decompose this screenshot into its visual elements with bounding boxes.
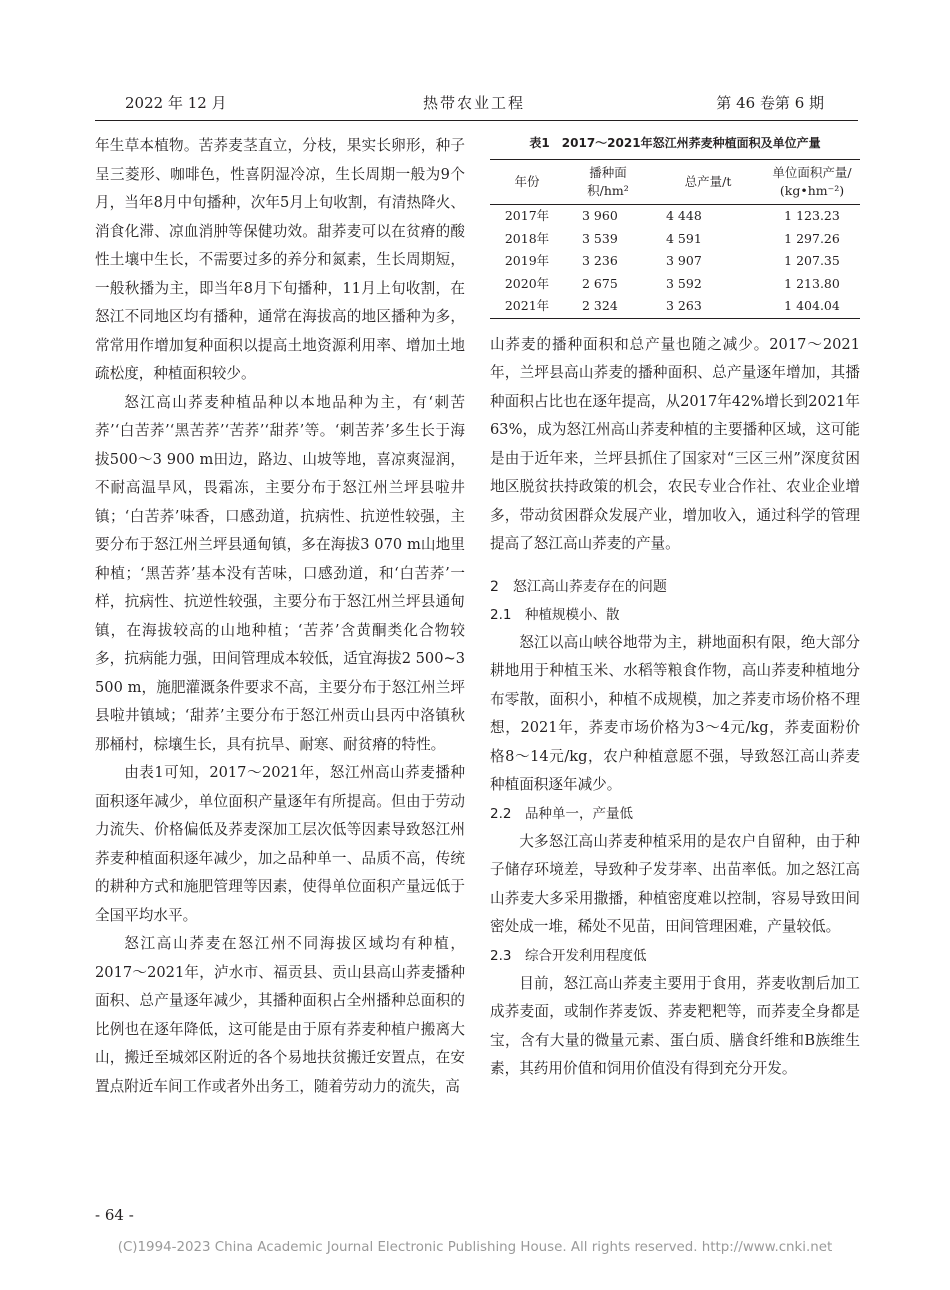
cell-total: 4 448	[666, 208, 702, 223]
col-header-total: 总产量/t	[684, 174, 732, 189]
cell-unit-yield: 1 207.35	[784, 253, 840, 268]
paragraph-varieties: 怒江高山荞麦种植品种以本地品种为主，有‘刺苦荞’‘白苦荞’‘黑苦荞’‘苦荞’‘甜荞’等。‘刺苦荞’多生长于海拔500～3 900 m田边，路边、山坡等地，喜凉爽湿润，不耐高温旱风，畏霜冻，主要分布于怒江州兰坪县啦井镇；‘白苦荞’味香，口感劲道，抗病性、抗逆性较强，主要分布于怒江州兰坪县通甸镇，多在海拔3 070 m山地里种植；‘黑苦荞’基本没有苦味，口感劲道，和‘白苦荞’一样，抗病性、抗逆性较强，主要分布于怒江州兰坪县通甸镇，在海拔较高的山地种植；‘苦荞’含黄酮类化合物较多，抗病能力强，田间管理成本较低，适宜海拔2 500~3 500 m，施肥灌溉条件要求不高，主要分布于怒江州兰坪县啦井镇域；‘甜荞’主要分布于怒江州贡山县丙中洛镇秋那桶村，棕壤生长，具有抗旱、耐寒、耐贫瘠的特性。	[95, 393, 465, 753]
cell-total: 4 591	[666, 230, 702, 246]
col-header-unit-line1: 单位面积产量/	[772, 165, 852, 180]
cell-year: 2021年	[504, 298, 550, 313]
copyright-notice: (C)1994-2023 China Academic Journal Electronic Publishing House. All rights reserved. http://www.cnki.net	[117, 1240, 833, 1255]
cell-area: 3 960	[582, 208, 618, 223]
table-caption: 表1 2017～2021年怒江州荞麦种植面积及单位产量	[529, 136, 821, 150]
running-header	[95, 88, 858, 121]
cell-area: 3 539	[582, 230, 618, 246]
paragraph-continued: 年生草本植物。苦荞麦茎直立，分枝，果实长卵形，种子呈三菱形、咖啡色，性喜阴湿冷凉，生长周期一般为9个月，当年8月中旬播种，次年5月上旬收割，有清热降火、消食化滞、凉血消肿等保健功效。甜荞麦可以在贫瘠的酸性土壤中生长，不需要过多的养分和氮素，生长周期短，一般秋播为主，即当年8月下旬播种，11月上旬收割，在怒江不同地区均有播种，通常在海拔高的地区播种为多，常常用作增加复种面积以提高土地资源利用率、增加土地疏松度，种植面积较少。	[95, 137, 465, 382]
cell-year: 2018年	[504, 230, 550, 246]
table-header-row	[490, 160, 860, 205]
table-row	[490, 205, 860, 228]
right-column	[490, 132, 860, 1084]
col-header-area-line1: 播种面	[589, 165, 627, 180]
subsection-2-3-heading: 2.3 综合开发利用程度低	[490, 947, 647, 964]
left-column	[95, 132, 465, 1101]
paragraph-lanping: 山荞麦的播种面积和总产量也随之减少。2017～2021年，兰坪县高山荞麦的播种面积、总产量逐年增加，其播种面积占比也在逐年提高，从2017年42%增长到2021年63%，成为怒江州高山荞麦种植的主要播种区域，这可能是由于近年来，兰坪县抓住了国家对“三区三州”深度贫困地区脱贫扶持政策的机会，农民专业合作社、农业企业增多，带动贫困群众发展产业，增加收入，通过科学的管理提高了怒江高山荞麦的产量。	[490, 335, 860, 552]
paragraph-2-3: 目前，怒江高山荞麦主要用于食用，荞麦收割后加工成荞麦面，或制作荞麦饭、荞麦粑粑等，而荞麦全身都是宝，含有大量的微量元素、蛋白质、膳食纤维和B族维生素，其药用价值和饲用价值没有得到充分开发。	[490, 974, 860, 1077]
paragraph-table-summary: 由表1可知，2017～2021年，怒江州高山荞麦播种面积逐年减少，单位面积产量逐年有所提高。但由于劳动力流失、价格偏低及荞麦深加工层次低等因素导致怒江州荞麦种植面积逐年减少，加之品种单一、品质不高，传统的耕种方式和施肥管理等因素，使得单位面积产量远低于全国平均水平。	[95, 764, 465, 924]
paragraph-altitude-regions: 怒江高山荞麦在怒江州不同海拔区域均有种植，2017～2021年，泸水市、福贡县、贡山县高山荞麦播种面积、总产量逐年减少，其播种面积占全州播种总面积的比例也在逐年降低，这可能是由于原有荞麦种植户搬离大山，搬迁至城郊区附近的各个易地扶贫搬迁安置点，在安置点附近车间工作或者外出务工，随着劳动力的流失，高	[95, 935, 465, 1095]
cell-year: 2017年	[504, 208, 550, 223]
cell-area: 3 236	[582, 253, 618, 268]
page-number: - 64 -	[95, 1206, 134, 1224]
cell-area: 2 324	[582, 298, 618, 313]
section-2-heading: 2 怒江高山荞麦存在的问题	[490, 578, 667, 595]
cell-unit-yield: 1 213.80	[784, 275, 840, 291]
table-row	[490, 273, 860, 296]
cell-year: 2019年	[504, 253, 550, 268]
cell-area: 2 675	[582, 275, 618, 291]
paragraph-2-2: 大多怒江高山荞麦种植采用的是农户自留种，由于种子储存环境差，导致种子发芽率、出苗率低。加之怒江高山荞麦大多采用撒播，种植密度难以控制，容易导致田间密处成一堆，稀处不见苗，田间管理困难，产量较低。	[490, 832, 860, 935]
cell-year: 2020年	[504, 275, 550, 291]
col-header-unit-line2: (kg•hm⁻²)	[779, 183, 845, 198]
col-header-area	[564, 160, 652, 205]
header-date: 2022 年 12 月	[125, 94, 227, 112]
buckwheat-table	[490, 159, 860, 319]
cell-unit-yield: 1 404.04	[784, 298, 840, 313]
cell-unit-yield: 1 123.23	[784, 208, 840, 223]
subsection-2-1-heading: 2.1 种植规模小、散	[490, 606, 620, 623]
col-header-year: 年份	[514, 174, 540, 189]
subsection-2-2-heading: 2.2 品种单一，产量低	[490, 805, 633, 822]
col-header-area-line2: 积/hm²	[587, 183, 629, 198]
journal-title: 热带农业工程	[423, 94, 526, 112]
table-row	[490, 295, 860, 318]
paragraph-2-1: 怒江以高山峡谷地带为主，耕地面积有限，绝大部分耕地用于种植玉米、水稻等粮食作物，高山荞麦种植地分布零散，面积小，种植不成规模，加之荞麦市场价格不理想，2021年，荞麦市场价格为3～4元/kg，荞麦面粉价格8～14元/kg，农户种植意愿不强，导致怒江高山荞麦种植面积逐年减少。	[490, 633, 860, 793]
cell-total: 3 263	[666, 298, 702, 313]
volume-issue: 第 46 卷第 6 期	[716, 94, 824, 112]
table-row	[490, 228, 860, 251]
cell-total: 3 592	[666, 275, 702, 291]
col-header-unit-yield	[764, 160, 860, 205]
table-row	[490, 250, 860, 273]
cell-unit-yield: 1 297.26	[784, 230, 840, 246]
cell-total: 3 907	[666, 253, 702, 268]
